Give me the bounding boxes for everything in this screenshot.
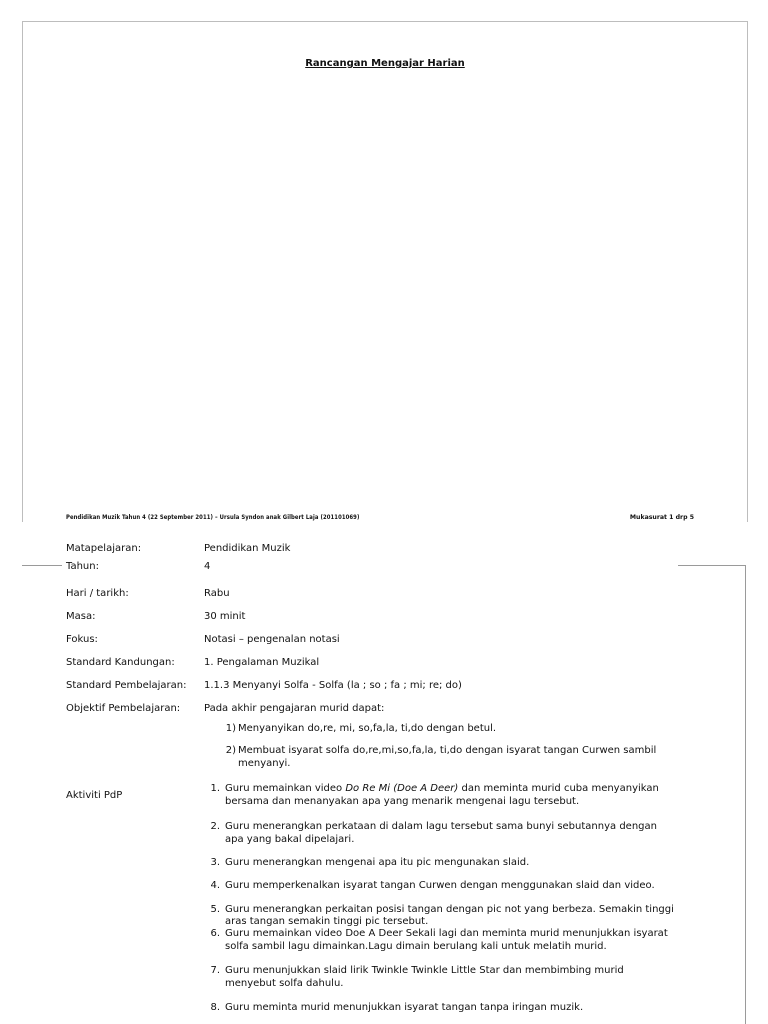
list-number: 1) bbox=[225, 723, 236, 734]
list-number: 7. bbox=[210, 965, 220, 976]
page-footer-author: Pendidikan Muzik Tahun 4 (22 September 2011) – Ursula Syndon anak Gilbert Laja (201101069) bbox=[66, 514, 360, 521]
info-label: Hari / tarikh: bbox=[66, 588, 129, 599]
info-row bbox=[66, 677, 686, 700]
list-text: Guru menerangkan perkaitan posisi tangan dengan pic not yang berbeza. Semakin tinggi aras tangan semakin tinggi pic tersebut. bbox=[225, 904, 674, 927]
page-2-border-left bbox=[22, 565, 62, 566]
info-value: Pendidikan Muzik bbox=[204, 543, 291, 554]
list-text: Guru menunjukkan slaid lirik Twinkle Twinkle Little Star dan membimbing murid menyebut solfa dahulu. bbox=[225, 965, 624, 989]
info-value: 1.1.3 Menyanyi Solfa - Solfa (la ; so ; fa ; mi; re; do) bbox=[204, 680, 462, 691]
page-2-border-right bbox=[678, 565, 746, 566]
document-title: Rancangan Mengajar Harian bbox=[305, 58, 465, 69]
list-number: 4. bbox=[210, 880, 220, 891]
page-2-border-side bbox=[745, 565, 746, 1024]
info-value: Pada akhir pengajaran murid dapat: bbox=[204, 703, 385, 714]
info-value: Rabu bbox=[204, 588, 230, 599]
info-value: Notasi – pengenalan notasi bbox=[204, 634, 340, 645]
list-text: Guru memainkan video Doe A Deer Sekali lagi dan meminta murid menunjukkan isyarat solfa sambil lagu dimainkan.Lagu dimain berulang kali untuk melatih murid. bbox=[225, 928, 668, 952]
list-text: Guru meminta murid menunjukkan isyarat tangan tanpa iringan muzik. bbox=[225, 1002, 584, 1013]
info-label: Fokus: bbox=[66, 634, 98, 645]
list-text: Membuat isyarat solfa do,re,mi,so,fa,la, ti,do dengan isyarat tangan Curwen sambil menyanyi. bbox=[238, 745, 657, 769]
info-row bbox=[66, 700, 686, 723]
info-row bbox=[66, 608, 686, 631]
info-row bbox=[66, 631, 686, 654]
list-text: Menyanyikan do,re, mi, so,fa,la, ti,do dengan betul. bbox=[238, 723, 497, 734]
list-number: 2. bbox=[210, 821, 220, 832]
list-number: 1. bbox=[210, 783, 220, 794]
info-label: Masa: bbox=[66, 611, 96, 622]
list-number: 5. bbox=[210, 904, 220, 915]
lesson-info-table bbox=[66, 540, 686, 723]
info-value: 30 minit bbox=[204, 611, 246, 622]
info-row bbox=[66, 585, 686, 608]
list-text: Guru memperkenalkan isyarat tangan Curwen dengan menggunakan slaid dan video. bbox=[225, 880, 655, 891]
list-number: 2) bbox=[225, 745, 236, 756]
info-row bbox=[66, 540, 686, 563]
info-row bbox=[66, 563, 686, 585]
info-label: Tahun: bbox=[66, 561, 99, 572]
aktiviti-label: Aktiviti PdP bbox=[66, 790, 123, 801]
list-text: Guru menerangkan mengenai apa itu pic mengunakan slaid. bbox=[225, 857, 530, 868]
info-label: Objektif Pembelajaran: bbox=[66, 703, 181, 714]
info-label: Standard Pembelajaran: bbox=[66, 680, 187, 691]
info-label: Standard Kandungan: bbox=[66, 657, 175, 668]
list-number: 8. bbox=[210, 1002, 220, 1013]
info-value: 4 bbox=[204, 561, 211, 572]
list-text: Guru memainkan video Do Re Mi (Doe A Deer) dan meminta murid cuba menyanyikan bersama dan menanyakan apa yang menarik mengenai lagu tersebut. bbox=[225, 783, 659, 807]
page-1 bbox=[22, 21, 748, 522]
page-footer-number: Mukasurat 1 drp 5 bbox=[629, 514, 694, 521]
video-title: Do Re Mi (Doe A Deer) bbox=[345, 783, 459, 794]
list-number: 3. bbox=[210, 857, 220, 868]
info-row bbox=[66, 654, 686, 677]
list-number: 6. bbox=[210, 928, 220, 939]
list-text: Guru menerangkan perkataan di dalam lagu tersebut sama bunyi sebutannya dengan apa yang bakal dipelajari. bbox=[225, 821, 657, 845]
info-value: 1. Pengalaman Muzikal bbox=[204, 657, 320, 668]
info-label: Matapelajaran: bbox=[66, 543, 142, 554]
